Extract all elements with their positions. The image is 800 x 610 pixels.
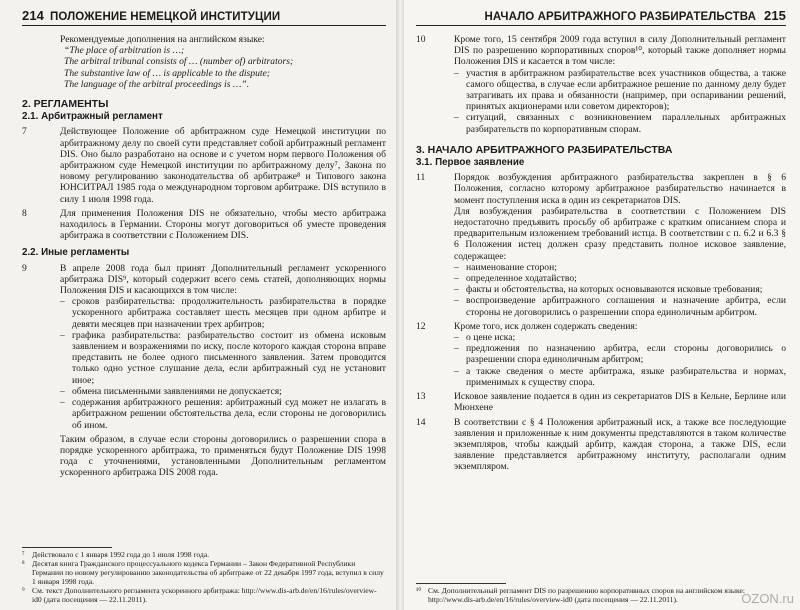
list-item: – а также сведения о месте арбитража, языке разбирательства и нормах, применимых к существу спора. [454,366,786,388]
list-item: – воспроизведение арбитражного соглашения и назначение арбитра, если стороны не договорились о разрешении спора единоличным арбитром. [454,295,786,317]
list-item: – ситуаций, связанных с возникновением параллельных арбитражных разбирательств по корпоративным спорам. [454,112,786,134]
footnote-rule [416,583,506,584]
paragraph-number: 11 [416,172,426,184]
paragraph-number: 12 [416,320,426,332]
paragraph-text: Действующее Положение об арбитражном суде Немецкой институции по арбитражному делу по своей сути представляет собой арбитражный регламент DIS. Оно было разработано на основе и с учетом норм первого Положения об арбитражном суде Немецкой институции по арбитражному делу⁷, Закона по новому регулированию законодательства об арбитраже⁸ и Типового закона ЮНСИТРАЛ 1985 года о международном торговом арбитраже. DIS вступило в силу 1 июля 1998 года. [60,126,386,205]
list-item: – предложения по назначению арбитра, если стороны договорились о разрешении спора единоличным арбитром; [454,343,786,365]
list-item: – обмена письменными заявлениями не допускается; [60,386,386,397]
list-item: – графика разбирательства: разбирательство состоит из обмена исковым заявлением и возражениями по иску, после которого каждая сторона вправе представить не более одного письменного заявления. Затем проводится только одно устное слушание дела, если арбитражный суд не установит иное; [60,330,386,386]
footnote [22,550,386,559]
quote-line: The substantive law of … is applicable to the dispute; [64,67,270,79]
left-page-number: 214 [22,8,44,23]
left-running-head [22,8,386,26]
paragraph-8 [22,208,386,242]
paragraph-11 [416,172,786,318]
subsection-heading: 3.1. Первое заявление [416,157,525,169]
paragraph-14 [416,417,786,473]
left-running-title: ПОЛОЖЕНИЕ НЕМЕЦКОЙ ИНСТИТУЦИИ [50,11,281,23]
section-heading: 2. РЕГЛАМЕНТЫ [22,98,109,111]
dash-list [454,332,786,388]
footnote-mark: ⁹ [22,586,25,595]
paragraph-text: Порядок возбуждения арбитражного разбирательства закреплен в § 6 Положения, согласно которому арбитражное разбирательство начинается в момент поступления иска в один из секретариатов DIS. [454,172,786,206]
footnote [416,586,786,604]
paragraph-continuation: Таким образом, в случае если стороны договорились о разрешении спора в порядке ускоренного арбитража, то применяться будут Положение DIS 1998 года с уточнениями, установленными Дополнительным регламентом ускоренного арбитража DIS 2008 года. [60,433,386,479]
paragraph-number: 8 [22,207,27,219]
dash-list [454,262,786,318]
right-running-title: НАЧАЛО АРБИТРАЖНОГО РАЗБИРАТЕЛЬСТВА [484,11,756,23]
dash-list [454,68,786,135]
paragraph-7 [22,126,386,204]
subsection-heading: 2.1. Арбитражный регламент [22,111,163,123]
paragraph-text: Кроме того, 15 сентября 2009 года вступил в силу Дополнительный регламент DIS по разрешению корпоративных споров¹⁰, который также дополняет нормы Положения DIS и касается в том числе: [454,34,786,68]
paragraph-text: Для возбуждения разбирательства в соответствии с Положением DIS недостаточно предъявить просьбу об арбитраже с кратким описанием спора и предварительным изложением требований истца. В соответствии с п. 6.2 и 6.3 § 6 Положения истец должен сразу представить полное исковое заявление, содержащее: [454,205,786,262]
quote-line: The arbitral tribunal consists of … (number of) arbitrators; [64,56,294,68]
footnote-text: См. Дополнительный регламент DIS по разрешению корпоративных споров на английском языке: http://www.dis-arb.de/en/16/rules/overview-id0 (дата посещения — 22.11.2011). [428,586,745,604]
list-item: – факты и обстоятельства, на которых основываются исковые требования; [454,284,786,295]
footnote [22,586,386,604]
right-footnotes [416,583,786,604]
paragraph-number: 7 [22,126,27,138]
intro-line: Рекомендуемые дополнения на английском языке: [60,34,265,45]
paragraph-10 [416,34,786,135]
list-item: – определенное ходатайство; [454,273,786,284]
left-footnotes [22,547,386,604]
book-gutter [396,0,404,610]
paragraph-12 [416,321,786,388]
right-page-number: 215 [764,8,786,23]
paragraph-text: В соответствии с § 4 Положения арбитражный иск, а также все последующие заявления и приложенные к ним документы представляются в таком количестве экземпляров, чтобы каждый арбитр, каждая сторона, а также DIS, если заявление представляется арбитражному институту, располагали одним экземпляром. [454,416,786,473]
section-heading: 3. НАЧАЛО АРБИТРАЖНОГО РАЗБИРАТЕЛЬСТВА [416,143,673,156]
paragraph-13 [416,391,786,413]
paragraph-number: 10 [416,34,426,45]
footnote-text: Действовало с 1 января 1992 года до 1 июля 1998 года. [32,550,210,559]
right-page [400,0,800,610]
list-item: – сроков разбирательства: продолжительность разбирательства в порядке ускоренного арбитража составляет шесть месяцев при одном арбитре и девяти месяцев при назначении трех арбитров; [60,296,386,330]
quote-line: “The place of arbitration is …; [64,45,185,57]
footnote-text: См. текст Дополнительного регламента ускоренного арбитража: http://www.dis-arb.de/en/16/rules/overview-id0 (дата посещения — 22.11.2011). [32,586,377,604]
footnote-mark: ¹⁰ [416,586,422,595]
footnote-text: Десятая книга Гражданского процессуального кодекса Германии – Закон Федеративной Республики Германии по новому регулированию законодательства об арбитраже от 22 декабря 1997 года, вступил в силу 1 января 1998 года. [32,559,384,586]
paragraph-text: Кроме того, иск должен содержать сведения: [454,320,638,332]
intro-block [60,34,386,90]
watermark-logo: OZON.ru [741,591,794,606]
subsection-heading: 2.2. Иные регламенты [22,247,130,259]
list-item: – о цене иска; [454,332,786,343]
footnote-mark: ⁸ [22,559,25,568]
footnote [22,559,386,586]
right-running-head [416,8,786,26]
paragraph-number: 9 [22,262,27,274]
list-item: – участия в арбитражном разбирательстве всех участников общества, а также самого общества, в случае если арбитражное решение по данному делу будет затрагивать их права и обязанности (например, при оспаривании решений, принятых акционерами или советом директоров); [454,68,786,113]
paragraph-number: 14 [416,416,426,428]
paragraph-9 [22,263,386,431]
dash-list [60,296,386,430]
paragraph-text: Исковое заявление подается в один из секретариатов DIS в Кельне, Берлине или Мюнхене [454,391,786,414]
list-item: – наименование сторон; [454,262,786,273]
quote-line: The language of the arbitral proceedings is …”. [64,78,250,90]
paragraph-number: 13 [416,391,426,403]
paragraph-text: В апреле 2008 года был принят Дополнительный регламент ускоренного арбитража DIS⁹, который содержит всего семь статей, дополняющих нормы Положения DIS и касающихся в том числе: [60,262,386,297]
footnote-rule [22,547,112,548]
paragraph-text: Для применения Положения DIS не обязательно, чтобы место арбитража находилось в Германии. Стороны могут договориться об уместе проведения арбитража в соответствии с Положением DIS. [60,207,386,242]
list-item: – содержания арбитражного решения: арбитражный суд может не излагать в арбитражном решении обстоятельства дела, если стороны не договорились об ином. [60,397,386,431]
footnote-mark: ⁷ [22,550,25,559]
